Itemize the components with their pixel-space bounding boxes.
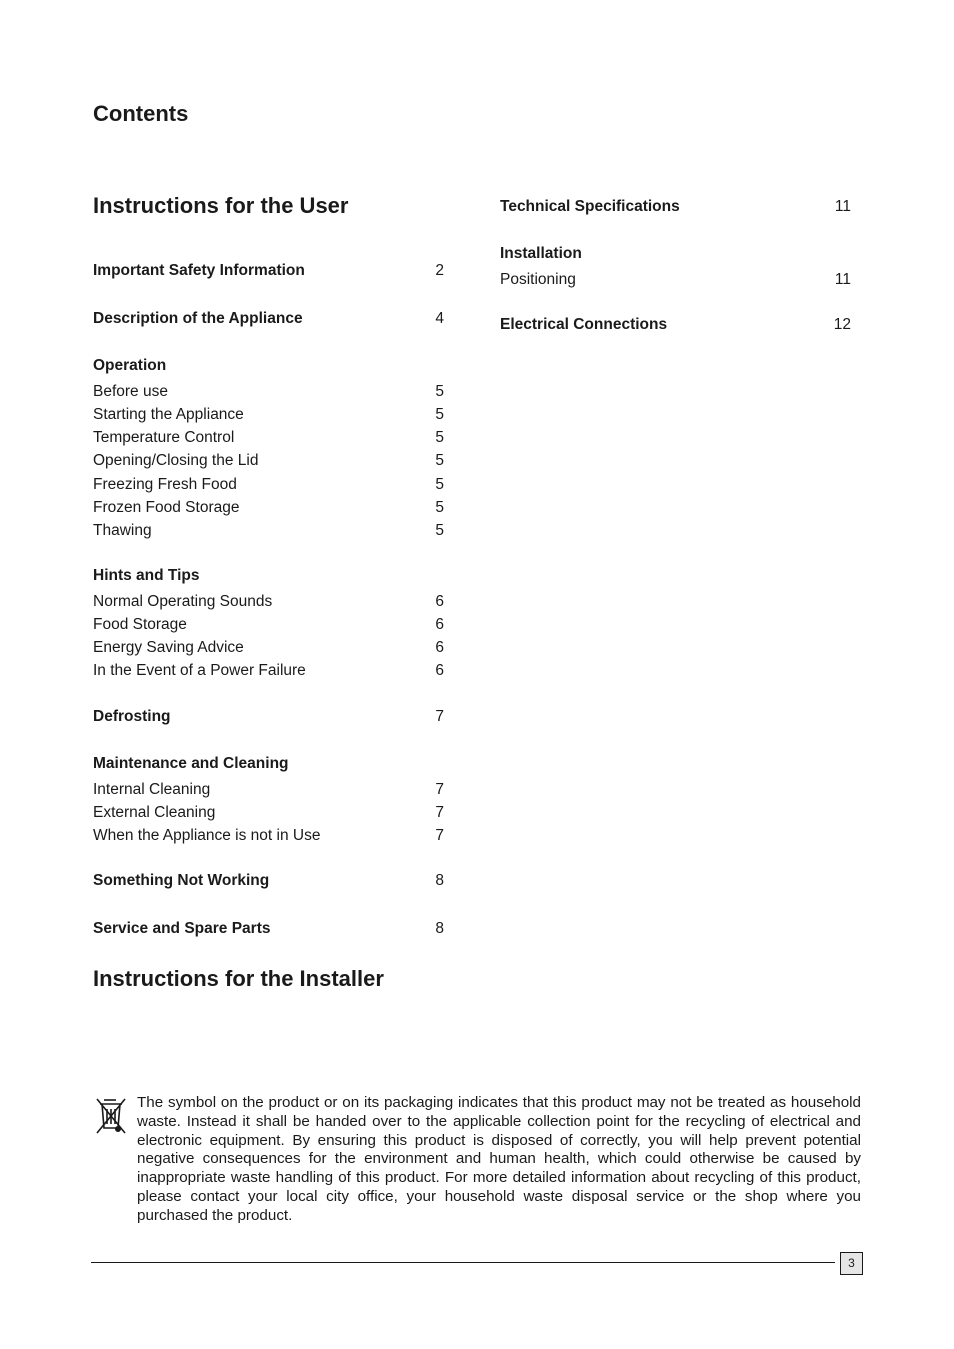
toc-entry-label: Technical Specifications: [500, 198, 680, 215]
toc-entry-label: Something Not Working: [93, 872, 270, 889]
toc-entry-operation: [93, 355, 444, 377]
toc-entry-page: 5: [435, 406, 444, 423]
toc-entry-label: In the Event of a Power Failure: [93, 662, 306, 679]
weee-disposal-notice: The symbol on the product or on its packaging indicates that this product may not be treated as household waste. Instead it shall be handed over to the applicable collection point for the recycling of electrical and electronic equipment. By ensuring this product is disposed of correctly, you will help prevent potential negative consequences for the environment and human health, which could otherwise be caused by inappropriate waste handling of this product. For more detailed information about recycling of this product, please contact your local city office, your household waste disposal service or the shop where you purchased the product.: [137, 1094, 861, 1224]
toc-entry-label: Opening/Closing the Lid: [93, 452, 259, 469]
toc-entry-label: Electrical Connections: [500, 316, 668, 333]
toc-entry-page: 8: [435, 872, 444, 889]
toc-entry-normal-operating-sounds: [93, 591, 444, 613]
user-section-heading: Instructions for the User: [93, 193, 349, 218]
toc-entry-page: 4: [435, 310, 444, 327]
toc-entry-label: Installation: [500, 245, 582, 262]
toc-entry-temperature-control: [93, 427, 444, 449]
toc-entry-label: Internal Cleaning: [93, 781, 211, 798]
toc-entry-label: Hints and Tips: [93, 567, 200, 584]
footer-rule: [91, 1262, 835, 1263]
toc-entry-page: 2: [435, 262, 444, 279]
toc-entry-page: 7: [435, 804, 444, 821]
toc-entry-page: 8: [435, 920, 444, 937]
toc-entry-label: Freezing Fresh Food: [93, 476, 237, 493]
toc-entry-page: 5: [435, 476, 444, 493]
toc-entry-page: 7: [435, 781, 444, 798]
toc-entry-defrosting: [93, 706, 444, 728]
toc-entry-energy-saving-advice: [93, 637, 444, 659]
toc-entry-label: Food Storage: [93, 616, 187, 633]
toc-entry-page: 6: [435, 662, 444, 679]
toc-entry-freezing-fresh-food: [93, 474, 444, 496]
toc-entry-internal-cleaning: [93, 779, 444, 801]
crossed-out-wheelie-bin-icon: [94, 1096, 128, 1136]
toc-entry-positioning: [500, 269, 851, 291]
toc-entry-label: Maintenance and Cleaning: [93, 755, 289, 772]
toc-entry-label: Starting the Appliance: [93, 406, 244, 423]
toc-entry-page: 7: [435, 827, 444, 844]
installer-section-heading: Instructions for the Installer: [93, 966, 384, 991]
toc-entry-page: 5: [435, 499, 444, 516]
toc-entry-label: Energy Saving Advice: [93, 639, 244, 656]
toc-entry-service-and-spare-parts: [93, 918, 444, 940]
toc-entry-label: Defrosting: [93, 708, 171, 725]
toc-entry-frozen-food-storage: [93, 497, 444, 519]
toc-entry-page: 12: [833, 316, 851, 333]
toc-entry-important-safety-information: [93, 260, 444, 282]
toc-entry-description-of-the-appliance: [93, 308, 444, 330]
toc-entry-when-the-appliance-is-not-in-use: [93, 825, 444, 847]
toc-entry-label: External Cleaning: [93, 804, 216, 821]
toc-entry-electrical-connections: [500, 314, 851, 336]
page-title: Contents: [93, 101, 189, 126]
toc-entry-before-use: [93, 381, 444, 403]
toc-entry-hints-and-tips: [93, 565, 444, 587]
toc-entry-label: Temperature Control: [93, 429, 235, 446]
toc-entry-in-the-event-of-a-power-failure: [93, 660, 444, 682]
toc-entry-technical-specifications: [500, 196, 851, 218]
toc-entry-food-storage: [93, 614, 444, 636]
toc-entry-page: 5: [435, 383, 444, 400]
toc-entry-page: 7: [435, 708, 444, 725]
toc-entry-page: 6: [435, 593, 444, 610]
toc-entry-label: Positioning: [500, 271, 576, 288]
toc-entry-label: Important Safety Information: [93, 262, 305, 279]
toc-entry-external-cleaning: [93, 802, 444, 824]
toc-entry-opening-closing-the-lid: [93, 450, 444, 472]
toc-entry-something-not-working: [93, 870, 444, 892]
toc-entry-page: 6: [435, 616, 444, 633]
toc-entry-page: 5: [435, 452, 444, 469]
toc-entry-label: Description of the Appliance: [93, 310, 303, 327]
toc-entry-label: Thawing: [93, 522, 152, 539]
toc-entry-starting-the-appliance: [93, 404, 444, 426]
toc-entry-label: Before use: [93, 383, 168, 400]
toc-entry-label: Operation: [93, 357, 167, 374]
toc-entry-maintenance-and-cleaning: [93, 753, 444, 775]
toc-entry-label: Service and Spare Parts: [93, 920, 271, 937]
toc-entry-page: 5: [435, 522, 444, 539]
toc-entry-page: 11: [834, 271, 851, 288]
toc-entry-label: When the Appliance is not in Use: [93, 827, 321, 844]
toc-entry-label: Normal Operating Sounds: [93, 593, 273, 610]
toc-entry-thawing: [93, 520, 444, 542]
toc-entry-page: 11: [834, 198, 851, 215]
toc-entry-installation: [500, 243, 851, 265]
page-number: 3: [840, 1252, 863, 1275]
toc-entry-page: 5: [435, 429, 444, 446]
toc-entry-page: 6: [435, 639, 444, 656]
toc-entry-label: Frozen Food Storage: [93, 499, 240, 516]
